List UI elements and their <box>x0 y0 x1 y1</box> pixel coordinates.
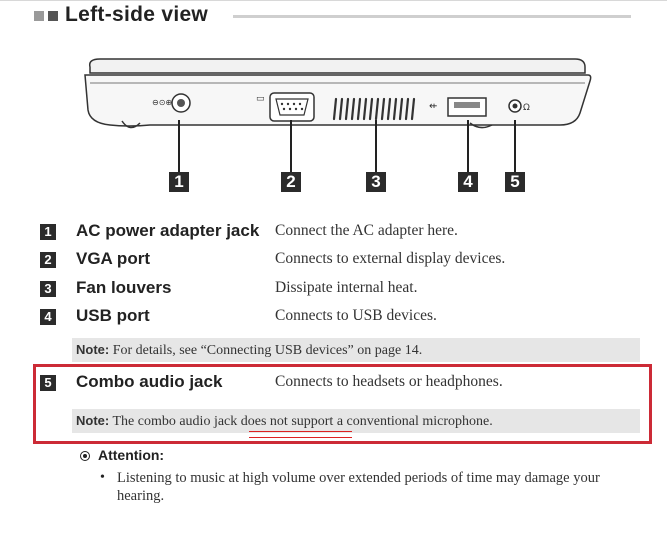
header-square-icon <box>48 11 58 21</box>
item-name: Combo audio jack <box>76 372 223 391</box>
callout-leader <box>467 120 469 172</box>
svg-text:⇷: ⇷ <box>429 101 438 112</box>
svg-text:⊖⊙⊕: ⊖⊙⊕ <box>152 98 173 107</box>
note-text: For details, see “Connecting USB devices” on page 14. <box>112 343 423 358</box>
item-description: Connect the AC adapter here. <box>275 222 458 239</box>
callout-number: 3 <box>366 172 386 192</box>
callout-number: 5 <box>505 172 525 192</box>
item-number: 4 <box>40 309 56 325</box>
callout-leader <box>178 120 180 172</box>
item-number: 2 <box>40 252 56 268</box>
header-square-icon <box>34 11 44 21</box>
callout-number: 1 <box>169 172 189 192</box>
laptop-left-side-illustration <box>60 55 600 145</box>
usb-note <box>72 338 640 362</box>
item-name: USB port <box>76 306 150 325</box>
attention-text: Listening to music at high volume over extended periods of time may damage your hearing. <box>117 470 600 504</box>
item-description: Connects to headsets or headphones. <box>275 373 503 390</box>
item-number: 1 <box>40 224 56 240</box>
note-text: The combo audio jack <box>112 414 241 429</box>
item-description: Connects to USB devices. <box>275 307 437 324</box>
callout-number: 2 <box>281 172 301 192</box>
attention-label: Attention: <box>98 447 165 463</box>
svg-text:Ω: Ω <box>523 103 530 113</box>
svg-text:▭: ▭ <box>256 94 265 104</box>
item-name: Fan louvers <box>76 278 172 297</box>
callout-leader <box>290 120 292 172</box>
item-name: VGA port <box>76 249 150 268</box>
attention-icon <box>80 451 90 461</box>
highlight-box <box>33 364 652 444</box>
top-border <box>0 0 667 1</box>
item-number: 5 <box>40 375 56 391</box>
item-description: Connects to external display devices. <box>275 250 506 267</box>
item-name: AC power adapter jack <box>76 221 260 240</box>
callout-leader <box>514 120 516 172</box>
note-emphasis: does not support <box>240 414 334 429</box>
callout-number: 4 <box>458 172 478 192</box>
note-label: Note: <box>76 342 110 357</box>
title-rule <box>233 15 631 18</box>
bullet-icon: • <box>100 470 105 485</box>
item-description: Dissipate internal heat. <box>275 279 418 296</box>
section-title: Left-side view <box>65 3 209 26</box>
note-label: Note: <box>76 413 110 428</box>
callout-leader <box>375 120 377 172</box>
note-text: a conventional microphone. <box>333 414 493 429</box>
item-number: 3 <box>40 281 56 297</box>
